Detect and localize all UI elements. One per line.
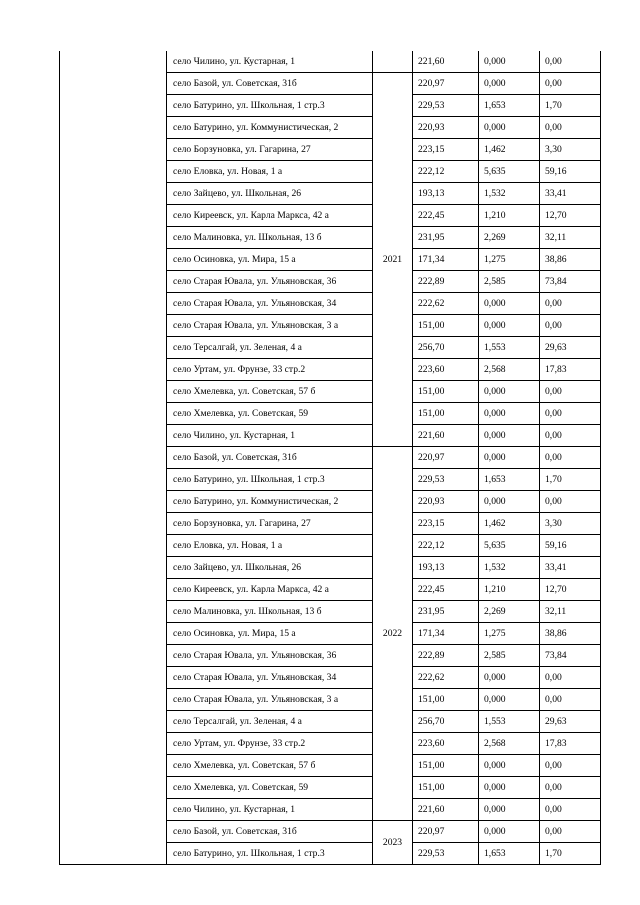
value-cell: 221,60 [413,799,479,821]
value-cell: 38,86 [540,623,601,645]
value-cell: 0,000 [479,73,540,95]
value-cell: 0,00 [540,315,601,337]
address-cell: село Терсалгай, ул. Зеленая, 4 а [167,711,373,733]
value-cell: 229,53 [413,95,479,117]
address-cell: село Чилино, ул. Кустарная, 1 [167,51,373,73]
value-cell: 193,13 [413,557,479,579]
value-cell: 0,000 [479,447,540,469]
address-cell: село Малиновка, ул. Школьная, 13 б [167,601,373,623]
value-cell: 0,000 [479,799,540,821]
value-cell: 222,89 [413,645,479,667]
year-cell: 2022 [373,447,413,821]
address-cell: село Старая Ювала, ул. Ульяновская, 3 а [167,315,373,337]
value-cell: 0,00 [540,491,601,513]
value-cell: 0,000 [479,755,540,777]
value-cell: 1,532 [479,183,540,205]
address-cell: село Старая Ювала, ул. Ульяновская, 34 [167,293,373,315]
value-cell: 0,000 [479,491,540,513]
value-cell: 0,00 [540,667,601,689]
value-cell: 32,11 [540,601,601,623]
address-cell: село Старая Ювала, ул. Ульяновская, 3 а [167,689,373,711]
value-cell: 17,83 [540,359,601,381]
value-cell: 1,553 [479,337,540,359]
value-cell: 1,553 [479,711,540,733]
value-cell: 17,83 [540,733,601,755]
table-row [60,51,601,73]
address-cell: село Старая Ювала, ул. Ульяновская, 36 [167,645,373,667]
value-cell: 221,60 [413,51,479,73]
value-cell: 151,00 [413,777,479,799]
address-cell: село Уртам, ул. Фрунзе, 33 стр.2 [167,359,373,381]
value-cell: 229,53 [413,843,479,865]
value-cell: 73,84 [540,645,601,667]
value-cell: 0,000 [479,315,540,337]
address-cell: село Уртам, ул. Фрунзе, 33 стр.2 [167,733,373,755]
value-cell: 151,00 [413,689,479,711]
value-cell: 220,97 [413,821,479,843]
address-cell: село Борзуновка, ул. Гагарина, 27 [167,139,373,161]
value-cell: 0,00 [540,755,601,777]
value-cell: 2,585 [479,271,540,293]
value-cell: 33,41 [540,557,601,579]
value-cell: 1,70 [540,469,601,491]
address-cell: село Батурино, ул. Коммунистическая, 2 [167,491,373,513]
value-cell: 32,11 [540,227,601,249]
value-cell: 222,45 [413,205,479,227]
value-cell: 12,70 [540,205,601,227]
value-cell: 0,00 [540,447,601,469]
value-cell: 0,000 [479,425,540,447]
address-cell: село Батурино, ул. Школьная, 1 стр.3 [167,469,373,491]
value-cell: 0,00 [540,799,601,821]
value-cell: 223,15 [413,139,479,161]
value-cell: 0,000 [479,51,540,73]
address-cell: село Батурино, ул. Школьная, 1 стр.3 [167,843,373,865]
value-cell: 222,45 [413,579,479,601]
value-cell: 222,62 [413,667,479,689]
value-cell: 1,462 [479,139,540,161]
value-cell: 59,16 [540,161,601,183]
value-cell: 151,00 [413,755,479,777]
address-cell: село Еловка, ул. Новая, 1 а [167,535,373,557]
value-cell: 0,000 [479,403,540,425]
value-cell: 0,000 [479,293,540,315]
address-cell: село Чилино, ул. Кустарная, 1 [167,425,373,447]
value-cell: 0,000 [479,689,540,711]
address-cell: село Терсалгай, ул. Зеленая, 4 а [167,337,373,359]
year-cell [373,51,413,73]
value-cell: 0,00 [540,381,601,403]
value-cell: 231,95 [413,601,479,623]
address-cell: село Малиновка, ул. Школьная, 13 б [167,227,373,249]
value-cell: 0,00 [540,51,601,73]
value-cell: 223,60 [413,359,479,381]
value-cell: 171,34 [413,249,479,271]
value-cell: 0,00 [540,689,601,711]
value-cell: 0,00 [540,777,601,799]
value-cell: 0,00 [540,73,601,95]
value-cell: 1,462 [479,513,540,535]
value-cell: 222,12 [413,535,479,557]
address-cell: село Киреевск, ул. Карла Маркса, 42 а [167,579,373,601]
value-cell: 151,00 [413,403,479,425]
address-cell: село Хмелевка, ул. Советская, 57 б [167,381,373,403]
address-cell: село Старая Ювала, ул. Ульяновская, 36 [167,271,373,293]
value-cell: 3,30 [540,513,601,535]
address-cell: село Еловка, ул. Новая, 1 а [167,161,373,183]
value-cell: 1,275 [479,249,540,271]
address-cell: село Батурино, ул. Коммунистическая, 2 [167,117,373,139]
value-cell: 1,532 [479,557,540,579]
left-merged-cell [60,51,167,865]
value-cell: 221,60 [413,425,479,447]
value-cell: 151,00 [413,315,479,337]
value-cell: 151,00 [413,381,479,403]
value-cell: 1,70 [540,843,601,865]
address-cell: село Хмелевка, ул. Советская, 57 б [167,755,373,777]
value-cell: 2,585 [479,645,540,667]
value-cell: 222,62 [413,293,479,315]
address-cell: село Борзуновка, ул. Гагарина, 27 [167,513,373,535]
value-cell: 220,93 [413,117,479,139]
value-cell: 0,00 [540,117,601,139]
address-cell: село Хмелевка, ул. Советская, 59 [167,777,373,799]
value-cell: 1,275 [479,623,540,645]
value-cell: 0,00 [540,293,601,315]
value-cell: 2,568 [479,733,540,755]
value-cell: 231,95 [413,227,479,249]
value-cell: 2,568 [479,359,540,381]
value-cell: 1,70 [540,95,601,117]
value-cell: 2,269 [479,227,540,249]
value-cell: 1,653 [479,469,540,491]
value-cell: 33,41 [540,183,601,205]
value-cell: 256,70 [413,711,479,733]
value-cell: 0,000 [479,667,540,689]
address-cell: село Старая Ювала, ул. Ульяновская, 34 [167,667,373,689]
value-cell: 29,63 [540,337,601,359]
value-cell: 0,000 [479,117,540,139]
value-cell: 0,00 [540,821,601,843]
address-cell: село Зайцево, ул. Школьная, 26 [167,557,373,579]
address-cell: село Осиновка, ул. Мира, 15 а [167,249,373,271]
value-cell: 38,86 [540,249,601,271]
address-cell: село Зайцево, ул. Школьная, 26 [167,183,373,205]
value-cell: 220,97 [413,73,479,95]
value-cell: 193,13 [413,183,479,205]
address-cell: село Базой, ул. Советская, 31б [167,447,373,469]
value-cell: 171,34 [413,623,479,645]
value-cell: 5,635 [479,161,540,183]
value-cell: 0,00 [540,403,601,425]
table-body [60,51,601,865]
data-table [59,51,601,865]
value-cell: 222,89 [413,271,479,293]
value-cell: 220,97 [413,447,479,469]
value-cell: 0,000 [479,777,540,799]
address-cell: село Базой, ул. Советская, 31б [167,73,373,95]
value-cell: 5,635 [479,535,540,557]
value-cell: 29,63 [540,711,601,733]
value-cell: 0,00 [540,425,601,447]
value-cell: 73,84 [540,271,601,293]
value-cell: 229,53 [413,469,479,491]
year-cell: 2023 [373,821,413,865]
address-cell: село Базой, ул. Советская, 31б [167,821,373,843]
value-cell: 2,269 [479,601,540,623]
address-cell: село Батурино, ул. Школьная, 1 стр.3 [167,95,373,117]
value-cell: 1,210 [479,579,540,601]
value-cell: 12,70 [540,579,601,601]
value-cell: 1,210 [479,205,540,227]
address-cell: село Чилино, ул. Кустарная, 1 [167,799,373,821]
value-cell: 0,000 [479,381,540,403]
address-cell: село Осиновка, ул. Мира, 15 а [167,623,373,645]
value-cell: 256,70 [413,337,479,359]
year-cell: 2021 [373,73,413,447]
value-cell: 3,30 [540,139,601,161]
value-cell: 222,12 [413,161,479,183]
value-cell: 220,93 [413,491,479,513]
address-cell: село Хмелевка, ул. Советская, 59 [167,403,373,425]
value-cell: 0,000 [479,821,540,843]
address-cell: село Киреевск, ул. Карла Маркса, 42 а [167,205,373,227]
value-cell: 223,60 [413,733,479,755]
value-cell: 1,653 [479,95,540,117]
value-cell: 223,15 [413,513,479,535]
value-cell: 59,16 [540,535,601,557]
value-cell: 1,653 [479,843,540,865]
